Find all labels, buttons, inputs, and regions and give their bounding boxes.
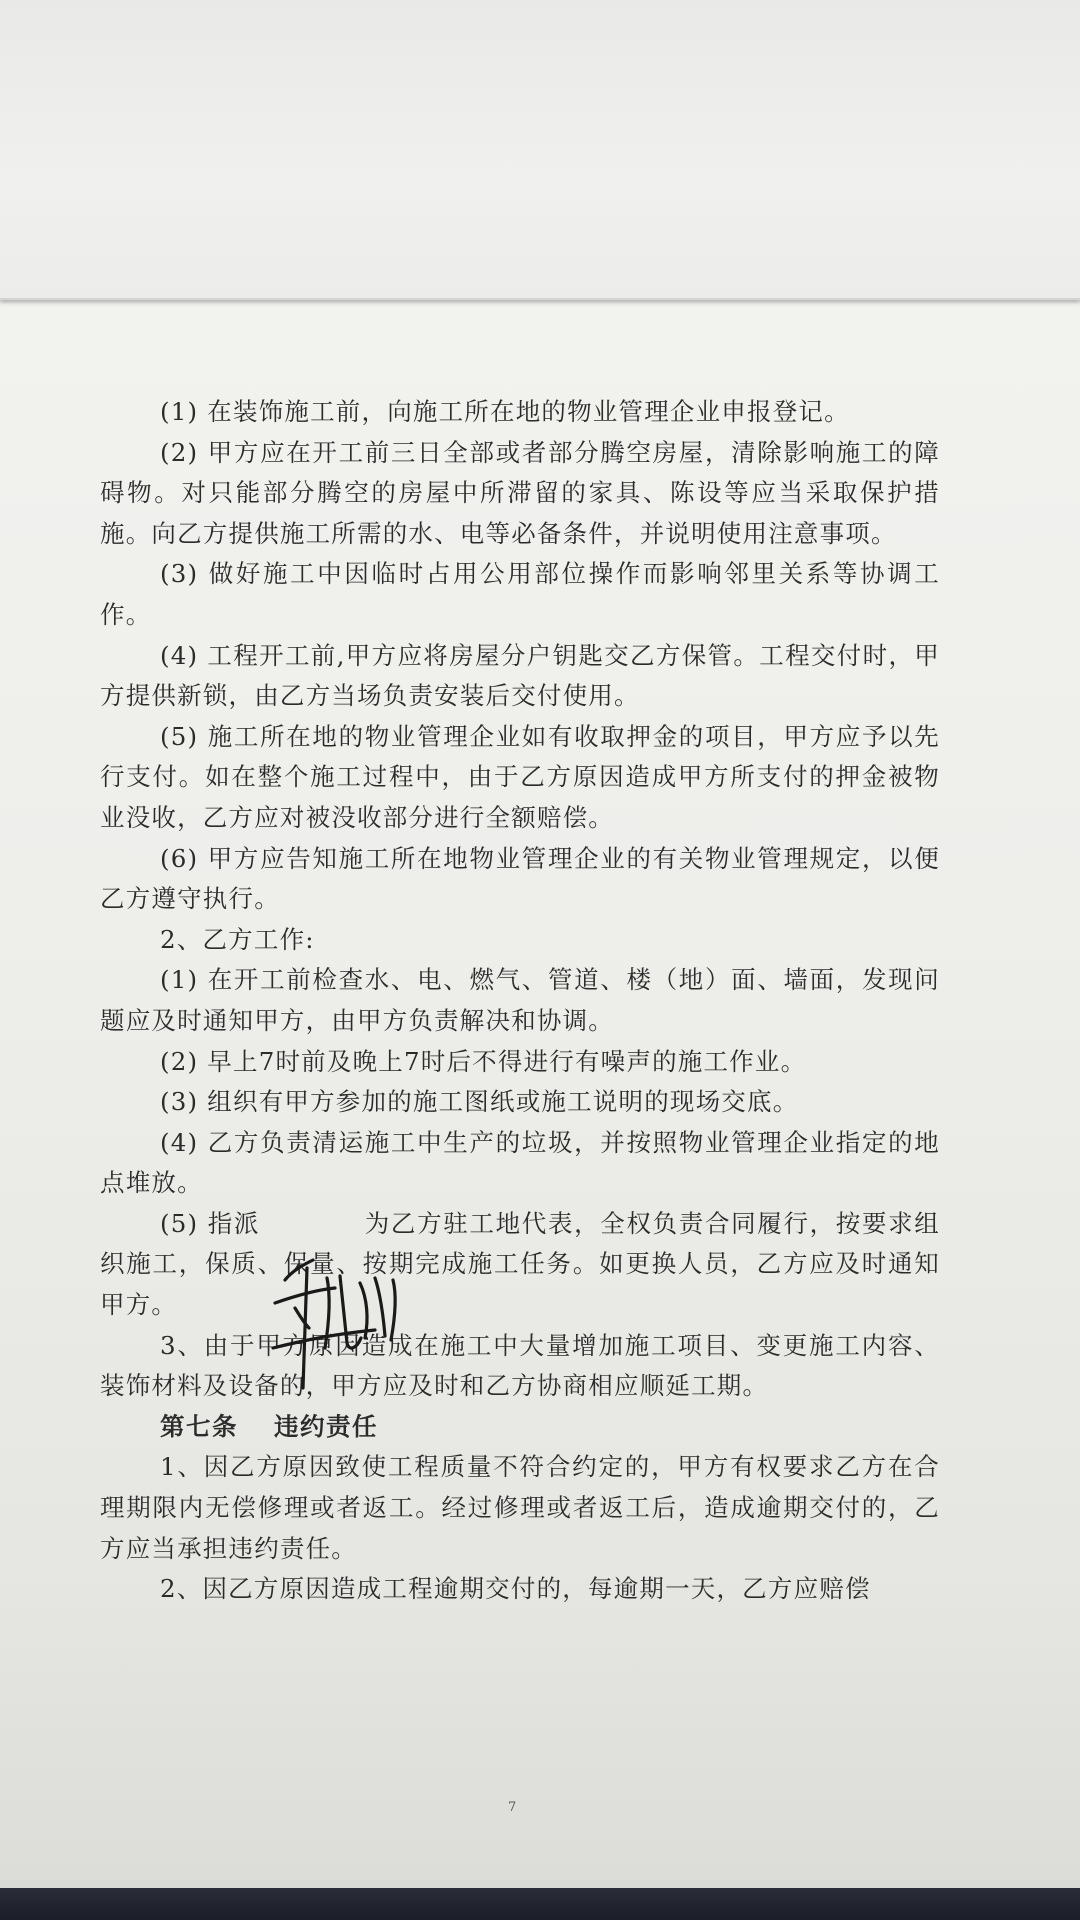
background-surface [0,1888,1080,1920]
subsection-heading: 2、乙方工作: [160,924,315,954]
clause-paragraph: (3) 组织有甲方参加的施工图纸或施工说明的现场交底。 [160,1087,799,1117]
paper-shadow [0,298,1080,304]
overlapping-paper-sheet [0,0,1080,300]
section-number: 第七条 [160,1411,238,1441]
clause-paragraph: 1、因乙方原因致使工程质量不符合约定的，甲方有权要求乙方在合理期限内无偿修理或者返工。经过修理或者返工后，造成逾期交付的，乙方应当承担违约责任。 [100,1452,940,1563]
handwritten-signature [265,1248,415,1398]
contract-body [100,392,940,1610]
section-title: 违约责任 [274,1411,378,1441]
clause-paragraph: (1) 在装饰施工前，向施工所在地的物业管理企业申报登记。 [160,397,850,426]
clause-paragraph: (4) 乙方负责清运施工中生产的垃圾，并按照物业管理企业指定的地点堆放。 [100,1127,940,1198]
clause-paragraph: (3) 做好施工中因临时占用公用部位操作而影响邻里关系等协调工作。 [100,559,940,629]
clause-paragraph: (2) 早上7时前及晚上7时后不得进行有噪声的施工作业。 [160,1046,807,1076]
clause-paragraph: 3、由于甲方原因造成在施工中大量增加施工项目、变更施工内容、装饰材料及设备的，甲方应及时和乙方协商相应顺延工期。 [100,1330,940,1401]
section-heading [100,1407,940,1448]
clause-paragraph: (2) 甲方应在开工前三日全部或者部分腾空房屋，清除影响施工的障碍物。对只能部分腾空的房屋中所滞留的家具、陈设等应当采取保护措施。向乙方提供施工所需的水、电等必备条件，并说明使用注意事项。 [100,437,940,548]
clause-paragraph: (6) 甲方应告知施工所在地物业管理企业的有关物业管理规定，以便乙方遵守执行。 [100,843,940,914]
page-number: 7 [508,1800,517,1815]
clause-paragraph: (5) 指派 为乙方驻工地代表，全权负责合同履行，按要求组织施工，保质、保量、按期完成施工任务。如更换人员，乙方应及时通知甲方。 [100,1208,940,1320]
clause-paragraph: (1) 在开工前检查水、电、燃气、管道、楼（地）面、墙面，发现问题应及时通知甲方，由甲方负责解决和协调。 [100,965,940,1035]
clause-paragraph: (5) 施工所在地的物业管理企业如有收取押金的项目，甲方应予以先行支付。如在整个施工过程中，由于乙方原因造成甲方所支付的押金被物业没收，乙方应对被没收部分进行全额赔偿。 [100,721,940,832]
clause-paragraph: 2、因乙方原因造成工程逾期交付的，每逾期一天，乙方应赔偿 [160,1574,871,1604]
clause-paragraph: (4) 工程开工前,甲方应将房屋分户钥匙交乙方保管。工程交付时，甲方提供新锁，由乙方当场负责安装后交付使用。 [100,640,940,711]
